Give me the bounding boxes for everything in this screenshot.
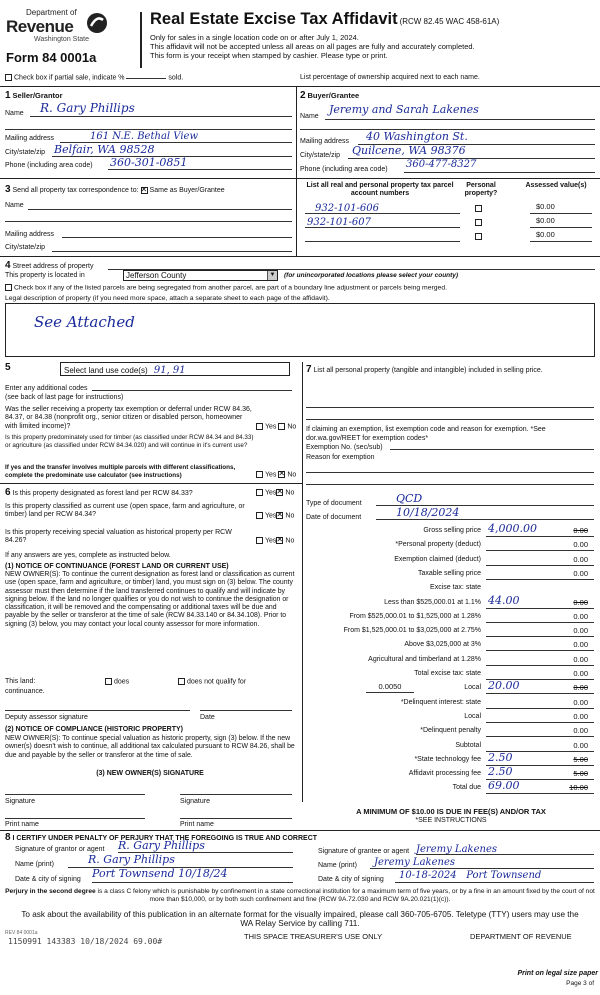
- owner-signature-field[interactable]: [5, 787, 145, 795]
- calc-printed-value: 0.00: [573, 669, 588, 678]
- calc-value-field[interactable]: [486, 625, 594, 637]
- forest-row: [5, 487, 193, 499]
- calc-handwritten: 44.00: [488, 593, 520, 607]
- page-number: Page 3 of: [566, 980, 594, 987]
- sec4-num: 4: [5, 260, 11, 271]
- calc-printed-value: 0.00: [573, 740, 588, 750]
- timber-no-checkbox[interactable]: [278, 471, 285, 478]
- grantor-date-field[interactable]: Port Townsend 10/18/24: [92, 868, 293, 883]
- dor-emblem-icon: [86, 12, 108, 34]
- no-label: No: [285, 489, 295, 497]
- land-use-label: Select land use code(s): [64, 366, 148, 375]
- additional-codes-note: (see back of last page for instructions): [5, 394, 124, 401]
- timber-yes-checkbox[interactable]: [256, 471, 263, 478]
- owner-signature-field-2[interactable]: [180, 787, 292, 795]
- buyer-csz-label: City/state/zip: [300, 152, 341, 159]
- seller-section: [5, 90, 63, 102]
- exemption-question: Was the seller receiving a property tax exemption or deferral under RCW 84.36, 84.37, or 84.38 (nonprofit org., senior citizen or disabled person, homeowner with limited income)?: [5, 406, 252, 430]
- no-label: No: [285, 512, 295, 520]
- calc-printed-value: 0.00: [573, 683, 588, 693]
- calc-label: From $1,525,000.01 to $3,025,000 at 2.75%: [343, 627, 481, 635]
- buyer-phone-label: Phone (including area code): [300, 166, 388, 173]
- additional-codes-field[interactable]: [92, 383, 292, 391]
- calc-printed-value: 0.00: [573, 711, 588, 721]
- forest-no-checkbox[interactable]: [276, 489, 283, 496]
- buyer-name-field[interactable]: Jeremy and Sarah Lakenes: [325, 104, 595, 120]
- same-as-buyer-label: Same as Buyer/Grantee: [149, 187, 225, 194]
- calc-printed-value: 0.00: [573, 654, 588, 664]
- this-land-row: [5, 678, 35, 686]
- calc-handwritten: 4,000.00: [488, 522, 537, 535]
- deputy-signature-label: Deputy assessor signature: [5, 714, 88, 721]
- form-cite: (RCW 82.45 WAC 458-61A): [399, 17, 500, 26]
- calc-row: [306, 639, 596, 652]
- calc-label: Affidavit processing fee: [408, 770, 481, 778]
- calc-label: Above $3,025,000 at 3%: [404, 641, 481, 649]
- grantee-signature-field[interactable]: Jeremy Lakenes: [416, 844, 594, 855]
- owner-print-field[interactable]: [5, 811, 145, 819]
- county-label: This property is located in: [5, 272, 85, 279]
- grantee-date-label: Date & city of signing: [318, 876, 384, 883]
- compliance-body: NEW OWNER(S): To continue special valuation as historic property, sign (3) below. If the new owner(s) doesn't wish to continue, all additional tax calculated pursuant to RCW 84.26, shall be due and payable by the seller or transferor at the time of sale.: [5, 735, 295, 759]
- grantor-name-label: Name (print): [15, 861, 54, 868]
- calc-value-field[interactable]: [486, 725, 594, 737]
- street-address-row: [5, 260, 93, 272]
- exemption-yes-no: [256, 423, 296, 431]
- buyer-name-label: Name: [300, 113, 319, 120]
- calc-label: Local: [464, 712, 481, 720]
- calc-label: Local: [464, 684, 481, 692]
- calc-label: Less than $525,000.01 at 1.1%: [384, 598, 481, 606]
- print-name-label: Print name: [5, 821, 39, 828]
- calc-label: Agricultural and timberland at 1.28%: [368, 655, 481, 663]
- corr-name-label: Name: [5, 202, 24, 209]
- form-title: Real Estate Excise Tax Affidavit: [150, 10, 398, 28]
- calc-row: [306, 539, 596, 552]
- corr-extra-line[interactable]: [5, 212, 292, 222]
- street-address-field[interactable]: [108, 262, 595, 270]
- yes-label: Yes: [265, 512, 277, 520]
- exemption-reason-field[interactable]: [306, 463, 594, 473]
- seller-name-field[interactable]: R. Gary Phillips: [30, 102, 292, 117]
- yes-label: Yes: [265, 471, 277, 479]
- seller-num: 1: [5, 90, 11, 101]
- dor-logo: [4, 8, 132, 70]
- partial-sale-row: [5, 74, 183, 82]
- calc-value-field[interactable]: [486, 779, 594, 794]
- personal-property-label: List all personal property (tangible and intangible) included in selling price.: [313, 367, 543, 374]
- corr-csz-field[interactable]: [52, 240, 292, 252]
- if-any-note: If any answers are yes, complete as instructed below.: [5, 552, 171, 559]
- corr-csz-label: City/state/zip: [5, 244, 46, 251]
- corr-mail-label: Mailing address: [5, 231, 55, 238]
- corr-mail-field[interactable]: [62, 226, 292, 238]
- header-notes: [150, 33, 475, 60]
- calc-row: [306, 779, 596, 795]
- perjury-text: is a class C felony which is punishable by confinement in a state correctional institution for a maximum term of five years, or by a fine in an amount fixed by the court of not more than $10,000, or by both such confinement and fine (RCW 9A.72.030 and RCW 9A.20.021(1)(c)).: [97, 888, 595, 903]
- calc-printed-value: 0.00: [573, 568, 588, 578]
- local-rate-field[interactable]: 0.0050: [366, 683, 414, 693]
- see-instructions-note: *SEE INSTRUCTIONS: [415, 817, 487, 824]
- buyer-title: Buyer/Grantee: [307, 91, 360, 100]
- calc-row: [306, 611, 596, 624]
- continuance-label: continuance.: [5, 688, 45, 695]
- segregation-row: [5, 284, 447, 292]
- document-type-field[interactable]: QCD: [376, 493, 594, 506]
- owner-signature-title: (3) NEW OWNER(S) SIGNATURE: [96, 770, 204, 777]
- does-not-label: does not qualify for: [187, 678, 247, 686]
- calc-printed-value: 0.00: [573, 626, 588, 636]
- calc-printed-value: 5.00: [573, 769, 588, 779]
- seller-csz-field[interactable]: Belfair, WA 98528: [52, 144, 292, 157]
- yes-label: Yes: [265, 537, 277, 545]
- perjury-notice: [5, 888, 595, 904]
- continuance-title: (1) NOTICE OF CONTINUANCE (FOREST LAND OR CURRENT USE): [5, 563, 229, 570]
- timber-yes-no: [256, 471, 296, 479]
- seller-phone-field[interactable]: 360-301-0851: [108, 157, 292, 170]
- grantee-date-field[interactable]: 10-18-2024 Port Townsend: [395, 870, 594, 883]
- current-use-yes-no: [256, 512, 294, 520]
- assessed-value-field[interactable]: $0.00: [530, 203, 592, 214]
- calc-label: *State technology fee: [414, 755, 481, 763]
- corr-num: 3: [5, 184, 11, 195]
- deputy-date-label: Date: [200, 714, 215, 721]
- calc-label: Taxable selling price: [417, 569, 481, 577]
- compliance-title: (2) NOTICE OF COMPLIANCE (HISTORIC PROPERTY): [5, 726, 183, 733]
- calc-label: Total excise tax: state: [414, 670, 481, 677]
- seller-title: Seller/Grantor: [12, 91, 63, 100]
- print-name-label: Print name: [180, 821, 214, 828]
- street-address-label: Street address of property: [12, 263, 94, 270]
- exemption-reason-label: Reason for exemption: [306, 454, 375, 461]
- calc-value-field[interactable]: [486, 679, 594, 694]
- logo-agency: Revenue: [6, 17, 74, 36]
- historic-yes-checkbox[interactable]: [256, 537, 263, 544]
- calc-value-field[interactable]: [486, 593, 594, 609]
- calc-printed-value: 0.00: [573, 640, 588, 650]
- no-label: No: [287, 423, 297, 431]
- additional-codes-label: Enter any additional codes: [5, 385, 88, 392]
- calc-label: Gross selling price: [423, 527, 481, 534]
- calc-value-field[interactable]: [486, 568, 594, 580]
- minimum-due-note: A MINIMUM OF $10.00 IS DUE IN FEE(S) AND/OR TAX: [356, 807, 546, 816]
- partial-sale-checkbox[interactable]: [5, 74, 12, 81]
- correspondence-row: [5, 184, 225, 196]
- calc-label: Excise tax: state: [430, 584, 481, 592]
- revision-code: REV 84 0001a: [5, 930, 38, 936]
- calc-label: *Delinquent interest: state: [400, 698, 481, 706]
- current-use-yes-checkbox[interactable]: [256, 512, 263, 519]
- seller-mail-label: Mailing address: [5, 135, 55, 142]
- personal-property-section: [306, 364, 594, 377]
- forest-question: Is this property designated as forest land per RCW 84.33?: [12, 490, 193, 497]
- logo-dept: Department of: [26, 8, 77, 17]
- calc-row: [306, 568, 596, 581]
- calc-row: [306, 679, 596, 695]
- calc-value-field[interactable]: [486, 668, 594, 680]
- buyer-num: 2: [300, 90, 306, 101]
- calc-value-field[interactable]: [486, 611, 594, 623]
- exemption-note: If claiming an exemption, list exemption code and reason for exemption. *See dor.wa.gov/REET for exemption codes*: [306, 426, 546, 442]
- exemption-no-checkbox[interactable]: [278, 423, 285, 430]
- historic-no-checkbox[interactable]: [276, 537, 283, 544]
- land-use-select[interactable]: [60, 362, 290, 376]
- personal-property-checkbox[interactable]: [475, 233, 482, 240]
- calc-printed-value: 0.00: [573, 697, 588, 707]
- calc-value-field[interactable]: [486, 554, 594, 566]
- county-row: [5, 272, 85, 280]
- grantee-name-label: Name (print): [318, 862, 357, 869]
- does-not-checkbox[interactable]: [178, 678, 185, 685]
- seller-csz-label: City/state/zip: [5, 149, 46, 156]
- corr-name-field[interactable]: [28, 198, 292, 210]
- calc-row: [306, 697, 596, 710]
- personal-property-field-2[interactable]: [306, 412, 594, 420]
- historic-yes-no: [256, 537, 294, 545]
- deputy-date-field[interactable]: [200, 703, 292, 711]
- same-as-buyer-checkbox[interactable]: [141, 187, 148, 194]
- timber-question: Is this property predominately used for timber (as classified under RCW 84.34 and 84.33) or agriculture (as classified under RCW 84.34.020) and will continue in it's current use?: [5, 434, 254, 449]
- header-note-1: Only for sales in a single location code on or after July 1, 2024.: [150, 33, 359, 42]
- sec8-num: 8: [5, 832, 11, 843]
- legal-description-value: See Attached: [34, 313, 135, 331]
- county-select[interactable]: [123, 270, 278, 281]
- header-note-3: This form is your receipt when stamped by cashier. Please type or print.: [150, 51, 388, 60]
- parcel-number-field[interactable]: 932-101-606: [305, 203, 460, 214]
- certification-label: I CERTIFY UNDER PENALTY OF PERJURY THAT THE FOREGOING IS TRUE AND CORRECT: [12, 835, 318, 842]
- this-land-label: This land:: [5, 678, 36, 685]
- does-option: [105, 678, 129, 686]
- continuance-body: NEW OWNER(S): To continue the current designation as forest land or classification as current use (open space, farm and agriculture, or timber) land, you must sign on (3) below. The county assessor must then determine if the land transferred continues to qualify and will indicate by signing below. If the land no longer qualifies or you do not wish to continue the designation or classification, it will be removed and the compensating or additional taxes will be due and payable by the seller or transferor at the time of sale (RCW 84.33.140 or 84.34.108). Prior to signing (3) below, you may contact your local county assessor for more information.: [5, 571, 295, 628]
- yes-label: Yes: [265, 489, 277, 497]
- calc-handwritten: 2.50: [488, 750, 513, 764]
- county-note: (for unincorporated locations please select your county): [284, 272, 459, 279]
- calc-row: [306, 593, 596, 610]
- does-not-option: [178, 678, 246, 686]
- calc-printed-value: 0.00: [573, 540, 588, 550]
- partial-sale-label: Check box if partial sale, indicate %: [14, 74, 125, 82]
- parcel-row: [305, 202, 595, 214]
- form-title-block: [150, 10, 499, 29]
- calc-value-field[interactable]: [486, 522, 594, 537]
- sec5-num: 5: [5, 362, 11, 373]
- calc-label: Exemption claimed (deduct): [394, 555, 481, 563]
- seller-name-label: Name: [5, 110, 24, 117]
- signature-label: Signature: [5, 798, 35, 805]
- calc-row: [306, 740, 596, 753]
- calc-printed-value: 0.00: [573, 611, 588, 621]
- historic-question: Is this property receiving special valuation as historical property per RCW 84.26?: [5, 529, 232, 545]
- calc-row: [306, 725, 596, 738]
- grantor-signature-field[interactable]: R. Gary Phillips: [118, 840, 293, 853]
- grantor-date-label: Date & city of signing: [15, 876, 81, 883]
- segregation-checkbox[interactable]: [5, 284, 12, 291]
- sec7-num: 7: [306, 364, 312, 375]
- assessed-value-field[interactable]: $0.00: [530, 231, 592, 242]
- calc-row: [306, 765, 596, 781]
- calc-value-field[interactable]: [486, 765, 594, 780]
- exemption-number-label: Exemption No. (sec/sub): [306, 444, 383, 451]
- cashier-stamp: 1150991 143383 10/18/2024 69.00#: [8, 937, 163, 946]
- calc-row: [306, 582, 596, 595]
- calc-value-field[interactable]: [486, 539, 594, 551]
- calc-value-field[interactable]: [486, 654, 594, 666]
- forest-yes-no: [256, 489, 294, 497]
- calc-row: [306, 625, 596, 638]
- calc-handwritten: 69.00: [488, 779, 520, 793]
- calc-value-field[interactable]: [486, 750, 594, 766]
- yes-label: Yes: [265, 423, 277, 431]
- signature-label: Signature: [180, 798, 210, 805]
- assessed-value-header: Assessed value(s): [525, 182, 587, 189]
- calc-printed-value: 0.00: [573, 526, 588, 535]
- corr-label: Send all property tax correspondence to:: [12, 187, 139, 194]
- form-number: Form 84 0001a: [6, 50, 97, 65]
- parcel-number-field[interactable]: [305, 231, 460, 242]
- calc-value-field[interactable]: [486, 711, 594, 723]
- document-date-field[interactable]: 10/18/2024: [376, 507, 594, 520]
- calc-row: [306, 654, 596, 667]
- calc-printed-value: 10.00: [569, 783, 588, 793]
- calc-row: [306, 554, 596, 567]
- forest-yes-checkbox[interactable]: [256, 489, 263, 496]
- parcels-header: List all real and personal property tax parcel account numbers: [306, 182, 454, 198]
- calc-value-field[interactable]: [486, 697, 594, 709]
- calc-row: [306, 668, 596, 681]
- land-use-value: 91, 91: [153, 365, 186, 376]
- personal-property-header: Personal property?: [464, 182, 498, 198]
- no-label: No: [287, 471, 297, 479]
- perjury-bold: Perjury in the second degree: [5, 888, 96, 895]
- ownership-note: List percentage of ownership acquired next to each name.: [300, 74, 480, 81]
- exemption-number-field[interactable]: [390, 442, 594, 450]
- legal-description-field[interactable]: [5, 303, 595, 357]
- assessed-value-field[interactable]: $0.00: [530, 217, 592, 228]
- calc-handwritten: 2.50: [488, 765, 513, 779]
- legal-size-note: Print on legal size paper: [517, 970, 598, 977]
- current-use-no-checkbox[interactable]: [276, 512, 283, 519]
- accessibility-notice: To ask about the availability of this publication in an alternate format for the visually impaired, please call 360-705-6705. Teletype (TTY) users may use the WA Relay Service by calling 711.: [21, 910, 579, 929]
- calc-label: *Personal property (deduct): [395, 541, 481, 549]
- personal-property-checkbox[interactable]: [475, 219, 482, 226]
- deputy-signature-field[interactable]: [5, 703, 190, 711]
- owner-print-field-2[interactable]: [180, 811, 292, 819]
- grantor-name-field[interactable]: R. Gary Phillips: [68, 854, 293, 868]
- calc-printed-value: 5.00: [573, 754, 588, 764]
- does-label: does: [114, 678, 130, 686]
- parcel-row: [305, 216, 595, 228]
- calc-value-field[interactable]: [486, 740, 594, 752]
- calc-printed-value: 0.00: [573, 597, 588, 607]
- grantee-signature-label: Signature of grantee or agent: [318, 848, 410, 855]
- calc-value-field[interactable]: [486, 639, 594, 651]
- calc-row: [306, 522, 596, 538]
- grantor-signature-label: Signature of grantor or agent: [15, 846, 105, 853]
- department-label: DEPARTMENT OF REVENUE: [470, 932, 572, 941]
- exemption-yes-checkbox[interactable]: [256, 423, 263, 430]
- buyer-csz-field[interactable]: Quilcene, WA 98376: [348, 145, 595, 159]
- timber-note: If yes and the transfer involves multiple parcels with different classifications, complete the predominate use calculator (see instructions): [5, 464, 236, 479]
- calc-printed-value: 0.00: [573, 554, 588, 564]
- document-date-label: Date of document: [306, 514, 362, 521]
- calc-label: *Delinquent penalty: [420, 727, 481, 735]
- calc-row: [306, 750, 596, 767]
- calc-value-field[interactable]: [486, 582, 594, 594]
- header-note-2: This affidavit will not be accepted unless all areas on all pages are fully and accurately completed.: [150, 42, 475, 51]
- parcel-row: [305, 231, 595, 239]
- calc-label: Total due: [452, 784, 481, 792]
- personal-property-checkbox[interactable]: [475, 205, 482, 212]
- current-use-question: Is this property classified as current use (open space, farm and agriculture, or timber) land per RCW 84.34?: [5, 503, 245, 519]
- chevron-down-icon[interactable]: ▼: [267, 271, 277, 280]
- sec6-num: 6: [5, 487, 11, 498]
- seller-mail-field[interactable]: 161 N.E. Bethal View: [60, 131, 292, 143]
- grantee-name-field[interactable]: Jeremy Lakenes: [370, 857, 594, 869]
- calc-row: [306, 711, 596, 724]
- buyer-mail-field[interactable]: 40 Washington St.: [358, 131, 595, 145]
- calc-printed-value: 0.00: [573, 726, 588, 736]
- buyer-mail-label: Mailing address: [300, 138, 350, 145]
- partial-sale-sold: sold.: [168, 74, 184, 82]
- legal-description-label: Legal description of property (if you need more space, attach a separate sheet to each page of the affidavit).: [5, 295, 330, 302]
- buyer-section: [300, 90, 359, 102]
- calc-label: Subtotal: [455, 741, 481, 749]
- parcel-number-field[interactable]: 932-101-607: [305, 217, 460, 228]
- calc-label: From $525,000.01 to $1,525,000 at 1.28%: [349, 612, 481, 620]
- seller-phone-label: Phone (including area code): [5, 162, 93, 169]
- no-label: No: [285, 537, 295, 545]
- treasurer-use-label: THIS SPACE TREASURER'S USE ONLY: [244, 932, 383, 941]
- segregation-label: Check box if any of the listed parcels are being segregated from another parcel, are part of a boundary line adjustment or parcels being merged.: [14, 284, 447, 292]
- document-type-label: Type of document: [306, 500, 362, 507]
- county-value: Jefferson County: [126, 271, 187, 280]
- calc-handwritten: 20.00: [488, 679, 520, 693]
- logo-state: Washington State: [34, 36, 89, 43]
- exemption-reason-field-2[interactable]: [306, 477, 594, 485]
- buyer-phone-field[interactable]: 360-477-8327: [404, 159, 595, 173]
- personal-property-field[interactable]: [306, 400, 594, 408]
- does-checkbox[interactable]: [105, 678, 112, 685]
